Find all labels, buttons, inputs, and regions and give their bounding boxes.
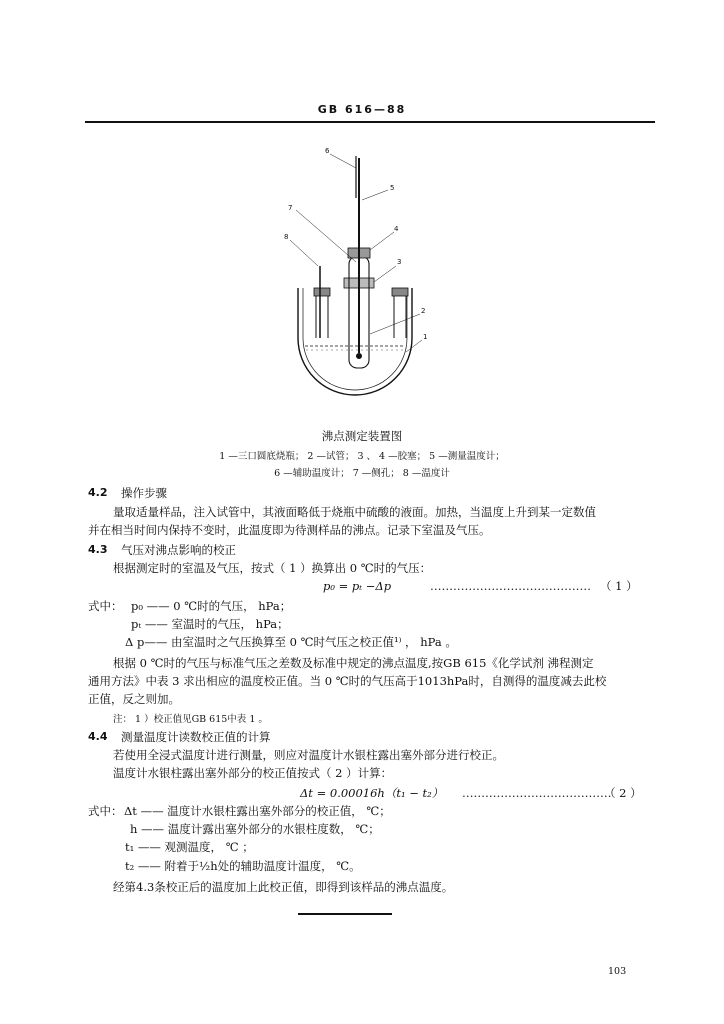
left-neck-stopper — [314, 288, 330, 296]
callout-2: 2 — [421, 307, 426, 315]
callout-7: 7 — [288, 204, 293, 212]
formula-1-number: （ 1 ） — [600, 579, 638, 593]
section-4-4-para-2: 温度计水银柱露出塞外部分的校正值按式（ 2 ）计算： — [113, 766, 393, 780]
standard-header: GB 616—88 — [317, 103, 407, 116]
apparatus-figure — [270, 138, 440, 418]
formula-2: Δt = 0.00016h（t₁ − t₂） — [300, 786, 444, 800]
section-4-2-title: 操作步骤 — [121, 486, 167, 500]
definition-p0: p₀ —— 0 ℃时的气压， hPa； — [131, 599, 292, 613]
section-4-4-para-1: 若使用全浸式温度计进行测量，则应对温度计水银柱露出塞外部分进行校正。 — [113, 748, 504, 762]
definition-t2: t₂ —— 附着于½h处的辅助温度计温度， ℃。 — [125, 859, 361, 873]
formula-2-leader: ………………………………… — [462, 786, 612, 800]
formula-2-number: （ 2 ） — [604, 786, 642, 800]
section-4-4-title: 测量温度计读数校正值的计算 — [121, 730, 271, 744]
section-4-4-number: 4.4 — [88, 730, 108, 743]
header-rule — [85, 121, 655, 123]
section-4-3-note: 注： 1 ）校正值见GB 615中表 1 。 — [113, 714, 268, 725]
section-4-3-intro: 根据测定时的室温及气压，按式（ 1 ）换算出 0 ℃时的气压： — [113, 561, 432, 575]
figure-caption: 沸点测定装置图 — [321, 429, 403, 443]
section-4-3-para-2: 通用方法》中表 3 求出相应的温度校正值。当 0 ℃时的气压高于1013hPa时，自测得的温度减去此校 — [88, 674, 607, 688]
definition-delta-t: Δt —— 温度计水银柱露出塞外部分的校正值， ℃； — [124, 804, 391, 818]
callout-3: 3 — [397, 258, 402, 266]
flask-outline — [298, 288, 412, 395]
section-4-3-number: 4.3 — [88, 543, 108, 556]
section-4-2-number: 4.2 — [88, 486, 108, 499]
right-neck-stopper — [392, 288, 408, 296]
figure-legend-2: 6 —辅助温度计； 7 —侧孔； 8 —温度计 — [274, 468, 450, 479]
section-4-2-para-1: 量取适量样品，注入试管中，其液面略低于烧瓶中硫酸的液面。加热，当温度上升到某一定数值 — [113, 505, 596, 519]
callout-6: 6 — [325, 147, 330, 155]
section-4-3-para-3: 正值，反之则加。 — [88, 692, 180, 706]
callout-5: 5 — [390, 184, 395, 192]
callout-8: 8 — [284, 233, 289, 241]
formula-1: p₀ = pₜ −Δp — [323, 579, 392, 593]
section-4-4-para-3: 经第4.3条校正后的温度加上此校正值，即得到该样品的沸点温度。 — [113, 880, 454, 894]
definition-t1: t₁ —— 观测温度， ℃ ； — [125, 840, 254, 854]
end-rule — [298, 913, 392, 915]
section-4-3-title: 气压对沸点影响的校正 — [121, 543, 236, 557]
where-label-2: 式中： — [88, 804, 123, 818]
section-4-3-para-1: 根据 0 ℃时的气压与标准气压之差数及标准中规定的沸点温度,按GB 615《化学试剂 沸程测定 — [113, 656, 594, 670]
page-number: 103 — [608, 966, 627, 977]
callout-1: 1 — [423, 333, 428, 341]
definition-delta-p: Δ p—— 由室温时之气压换算至 0 ℃时气压之校正值¹⁾ ， hPa 。 — [125, 635, 457, 649]
where-label-1: 式中： — [88, 599, 123, 613]
section-4-2-para-2: 并在相当时间内保持不变时，此温度即为待测样品的沸点。记录下室温及气压。 — [88, 523, 491, 537]
figure-legend-1: 1 —三口圆底烧瓶； 2 —试管； 3 、 4 —胶塞； 5 —测量温度计； — [219, 451, 505, 462]
formula-1-leader: …………………………………… — [430, 579, 591, 593]
callout-4: 4 — [394, 225, 399, 233]
flask-inner — [303, 288, 407, 390]
definition-h: h —— 温度计露出塞外部分的水银柱度数， ℃； — [130, 822, 380, 836]
definition-pt: pₜ —— 室温时的气压， hPa； — [131, 617, 289, 631]
